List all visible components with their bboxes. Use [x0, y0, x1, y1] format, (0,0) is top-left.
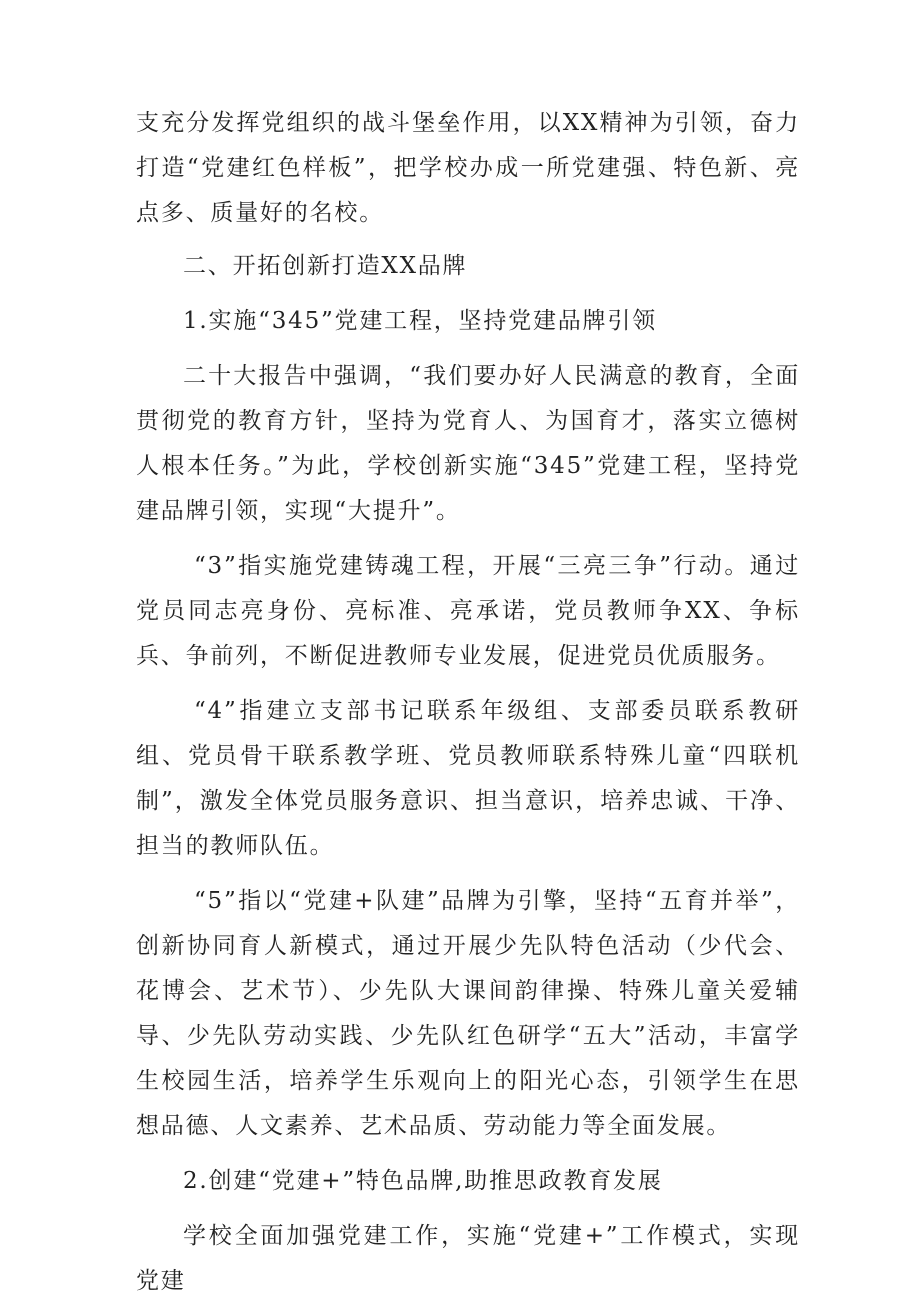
paragraph-intro-continuation: 支充分发挥党组织的战斗堡垒作用，以XX精神为引领，奋力打造“党建红色样板”，把学校办成一所党建强、特色新、亮点多、质量好的名校。	[136, 110, 800, 226]
paragraph-item-3: “3”指实施党建铸魂工程，开展“三亮三争”行动。通过党员同志亮身份、亮标准、亮承诺，党员教师争XX、争标兵、争前列，不断促进教师专业发展，促进党员优质服务。	[136, 553, 800, 669]
paragraph-item-4: “4”指建立支部书记联系年级组、支部委员联系教研组、党员骨干联系教学班、党员教师联系特殊儿童“四联机制”，激发全体党员服务意识、担当意识，培养忠诚、干净、担当的教师队伍。	[136, 698, 800, 859]
paragraph-party-plus: 学校全面加强党建工作，实施“党建+”工作模式，实现党建	[136, 1223, 800, 1294]
subsection-heading-2: 2.创建“党建+”特色品牌,助推思政教育发展	[183, 1168, 663, 1194]
subsection-heading-1: 1.实施“345”党建工程，坚持党建品牌引领	[183, 308, 657, 334]
section-heading-2: 二、开拓创新打造XX品牌	[183, 253, 468, 279]
paragraph-item-5: “5”指以“党建+队建”品牌为引擎，坚持“五育并举”，创新协同育人新模式，通过开展少先队特色活动（少代会、花博会、艺术节）、少先队大课间韵律操、特殊儿童关爱辅导、少先队劳动实践、少先队红色研学“五大”活动，丰富学生校园生活，培养学生乐观向上的阳光心态，引领学生在思想品德、人文素养、艺术品质、劳动能力等全面发展。	[136, 888, 800, 1139]
paragraph-report-quote: 二十大报告中强调，“我们要办好人民满意的教育，全面贯彻党的教育方针，坚持为党育人、为国育才，落实立德树人根本任务。”为此，学校创新实施“345”党建工程，坚持党建品牌引领，实现“大提升”。	[136, 363, 800, 524]
document-body	[136, 101, 800, 1314]
